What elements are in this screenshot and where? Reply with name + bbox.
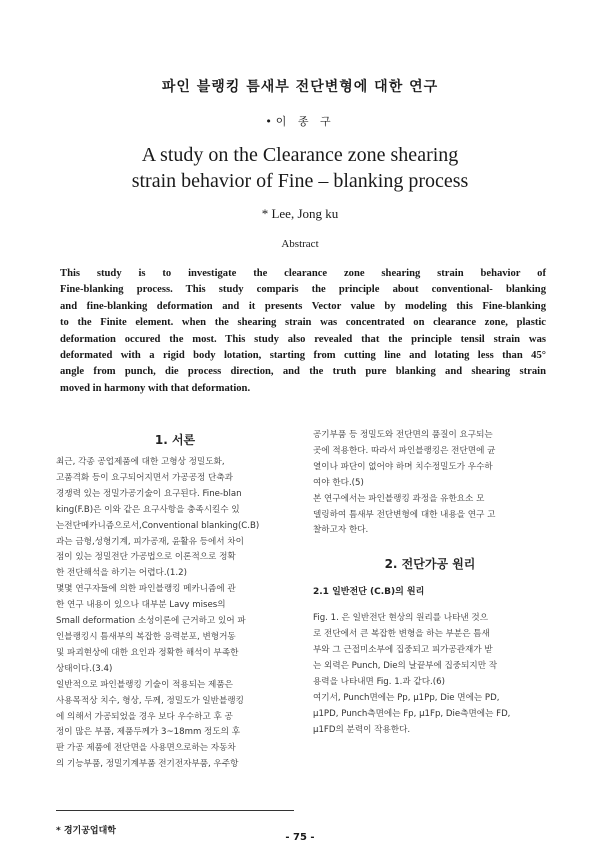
body-line: μ1FD의 분력이 작용한다. bbox=[313, 724, 411, 735]
body-line: 용력을 나타내면 Fig. 1.과 같다.(6) bbox=[313, 676, 445, 687]
body-line: 델링하여 틈새부 전단변형에 대한 내용을 연구 고 bbox=[313, 509, 496, 520]
body-line: 고품격화 등이 요구되어지면서 가공공정 단축과 bbox=[56, 472, 233, 483]
body-line: 경쟁력 있는 정밀가공기술이 요구된다. Fine-blan bbox=[56, 488, 242, 499]
section-heading-shearing-principle: 2. 전단가공 원리 bbox=[384, 557, 476, 572]
abstract-line: angle from punch, die process direction, and the truth pure blanking and shearing strain bbox=[60, 366, 546, 378]
body-line: 여야 한다.(5) bbox=[313, 477, 364, 488]
left-column bbox=[56, 433, 294, 773]
abstract-line: and fine-blanking deformation and it presents Vector value by modeling this Fine-blanking bbox=[60, 300, 546, 312]
abstract-line: deformated with a rigid body lotation, starting from cutting line and lotating less than 45° bbox=[60, 350, 546, 362]
body-line: Small deformation 소성이론에 근거하고 있어 파 bbox=[56, 616, 246, 627]
body-line: 곳에 적용한다. 따라서 파인블랭킹은 전단면에 균 bbox=[313, 445, 496, 456]
body-line: 열이나 파단이 없어야 하며 치수정밀도가 우수하 bbox=[313, 461, 493, 472]
footnote-affiliation: * 경기공업대학 bbox=[56, 826, 117, 836]
body-line: 한 연구 내용이 있으나 대부분 Lavy mises의 bbox=[56, 600, 226, 611]
subsection-heading-conventional-blanking: 2.1 일반전단 (C.B)의 원리 bbox=[313, 587, 425, 598]
body-line: 로 전단에서 큰 복잡한 변형을 하는 부분은 틈새 bbox=[313, 629, 490, 640]
body-line: 한 전단해석을 하기는 어렵다.(1.2) bbox=[56, 568, 187, 579]
footnote-divider bbox=[56, 810, 294, 811]
body-line: 최근, 각종 공업제품에 대한 고형상 정밀도화, bbox=[56, 457, 225, 467]
abstract-line: Fine-blanking process. This study comparis the principle about conventional- blanking bbox=[60, 284, 546, 296]
body-line: 과는 금형,성형기계, 피가공재, 윤활유 등에서 차이 bbox=[56, 536, 244, 547]
abstract-body bbox=[60, 266, 546, 397]
body-line: 여기서, Punch면에는 Pp, μ1Pp, Die 면에는 PD, bbox=[313, 692, 500, 703]
abstract-heading: Abstract bbox=[281, 238, 319, 250]
body-line: 인블랭킹시 틈새부의 복잡한 응력분포, 변형거동 bbox=[56, 631, 236, 642]
body-line: 공기부품 등 정밀도와 전단면의 품질이 요구되는 bbox=[313, 430, 493, 440]
body-line: μ1PD, Punch측면에는 Fp, μ1Fp, Die측면에는 FD, bbox=[313, 708, 511, 719]
paper-title-korean: 파인 블랭킹 틈새부 전단변형에 대한 연구 bbox=[161, 79, 439, 95]
body-line: 찰하고자 한다. bbox=[313, 525, 369, 536]
title-en-line-2: strain behavior of Fine – blanking process bbox=[131, 170, 469, 192]
body-line: 판 가공 제품에 전단면을 사용면으로하는 자동차 bbox=[56, 743, 236, 754]
abstract-line: deformation occured the most. This study also revealed that the principle tensil strain was bbox=[60, 333, 546, 345]
body-line: king(F.B)은 이와 같은 요구사항을 충족시킬수 있 bbox=[56, 504, 240, 515]
paper-title-english bbox=[0, 142, 600, 194]
body-line: 점이 있는 정밀전단 가공법으로 이론적으로 정확 bbox=[56, 552, 236, 563]
abstract-line: moved in harmony with that deformation. bbox=[60, 382, 251, 394]
body-line: 상태이다.(3.4) bbox=[56, 663, 113, 674]
abstract-line: to the Finite element. when the shearing strain was concentrated on clearance zone, plastic bbox=[60, 317, 546, 329]
section-heading-introduction: 1. 서론 bbox=[154, 433, 196, 447]
body-line: 정이 많은 부품, 제품두께가 3~18mm 정도의 후 bbox=[56, 727, 240, 738]
body-line: Fig. 1. 은 일반전단 현상의 원리를 나타낸 것으 bbox=[313, 613, 489, 624]
body-line: 는 외력은 Punch, Die의 날끝부에 집중되지만 작 bbox=[313, 660, 498, 671]
abstract-line: This study is to investigate the clearance zone shearing strain behavior of bbox=[60, 268, 546, 279]
body-line: 일반적으로 파인블랭킹 기술이 적용되는 제품은 bbox=[56, 679, 233, 690]
author-english: * Lee, Jong ku bbox=[261, 206, 339, 221]
page-number: - 75 - bbox=[285, 832, 315, 843]
body-line: 는전단메카니즘으로서,Conventional blanking(C.B) bbox=[56, 520, 260, 531]
right-column bbox=[313, 428, 547, 738]
title-en-line-1: A study on the Clearance zone shearing bbox=[141, 144, 459, 166]
body-line: 본 연구에서는 파인블랭킹 과정을 유한요소 모 bbox=[313, 493, 485, 504]
author-korean: •이 종 구 bbox=[265, 115, 335, 128]
body-line: 몇몇 연구자들에 의한 파인블랭킹 메카니즘에 관 bbox=[56, 584, 236, 595]
body-line: 에 의해서 가공되었을 경우 보다 우수하고 후 공 bbox=[56, 711, 233, 722]
body-line: 및 파괴현상에 대한 요인과 정확한 해석이 부족한 bbox=[56, 647, 239, 658]
body-line: 의 기능부품, 정밀기계부품 전기전자부품, 우주항 bbox=[56, 759, 239, 770]
body-line: 부와 그 근접미소부에 집중되고 피가공관재가 받 bbox=[313, 644, 493, 655]
body-line: 사용목적상 치수, 형상, 두께, 정밀도가 일반블랭킹 bbox=[56, 695, 244, 706]
